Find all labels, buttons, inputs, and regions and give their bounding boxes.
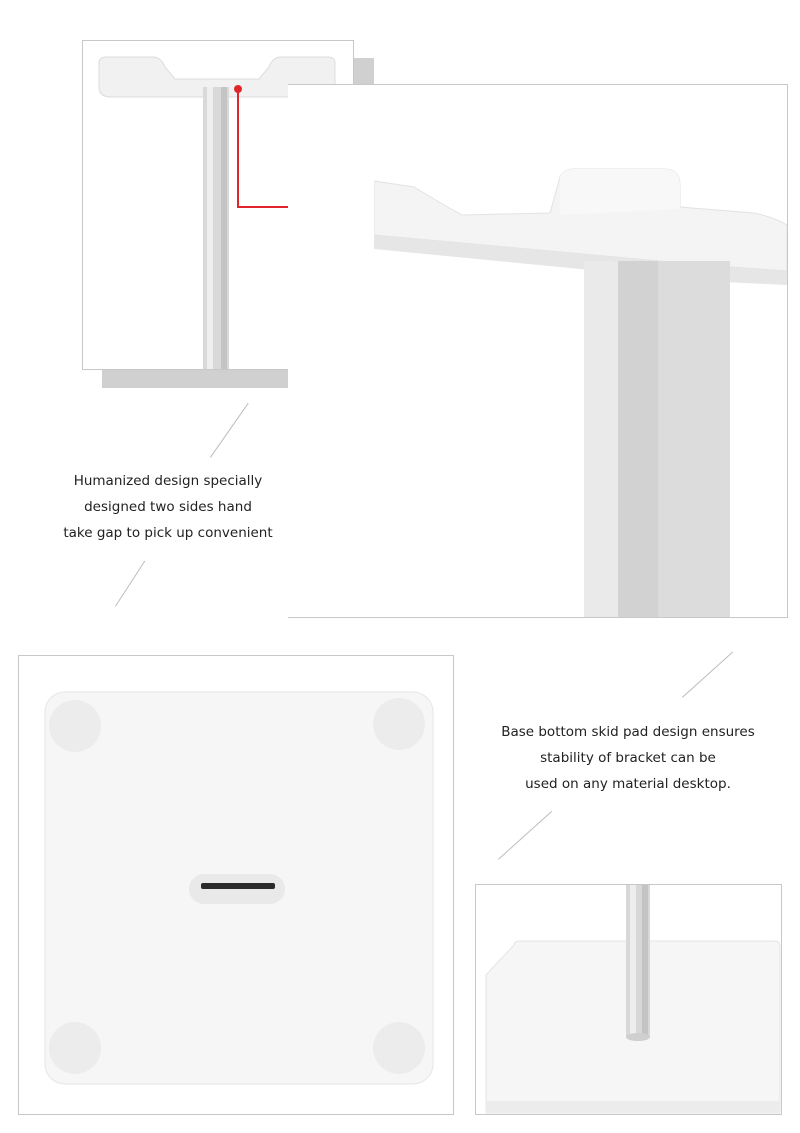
caption-base-skid-pad <box>498 719 758 797</box>
decor-diagonal-4 <box>498 811 552 860</box>
decor-diagonal-3 <box>682 651 733 697</box>
base-pole-illustration <box>476 885 781 1114</box>
headrest-closeup-illustration <box>374 85 787 617</box>
base-underside-frame <box>18 655 454 1115</box>
caption-top-line-2: designed two sides hand <box>84 499 252 515</box>
caption-top-line-1: Humanized design specially <box>73 473 263 489</box>
caption-bottom-line-1: Base bottom skid pad design ensures <box>501 724 755 740</box>
caption-bottom-line-3: used on any material desktop. <box>525 776 731 792</box>
caption-humanized-design <box>48 468 288 546</box>
caption-top-line-3: take gap to pick up convenient <box>63 525 273 541</box>
caption-bottom-line-2: stability of bracket can be <box>540 750 716 766</box>
base-underside-illustration <box>19 656 453 1114</box>
base-pole-frame <box>475 884 782 1115</box>
callout-line-vertical <box>237 92 239 207</box>
decor-diagonal-2 <box>115 561 145 607</box>
closeup-headrest-photo <box>374 85 787 617</box>
decor-diagonal-1 <box>210 403 249 458</box>
